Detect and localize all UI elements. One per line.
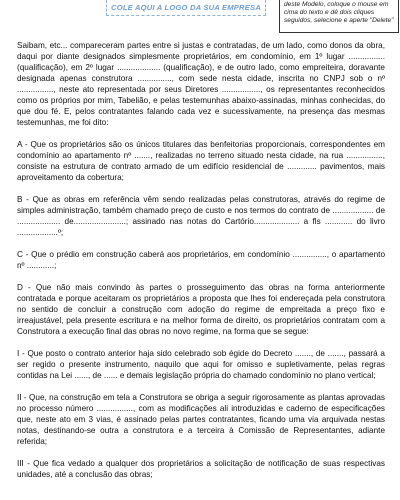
clause-a: A - Que os proprietários são os únicos titulares das benfeitorias proporcionais, correspondentes em condomínio ao apartamento nº ......., realizadas no terreno situado nesta cidade, na rua ................, consiste na estrutura de contrato armado de um edifício residencial de ............. pavimentos, mais aproveitamento da cobertura;	[17, 140, 385, 182]
clause-b: B - Que as obras em referência vêm sendo realizadas pelas construtoras, através do regime de simples administração, também chamado preço de custo e nos termos do contrato de .................. de ................... de.......................; assinado nas notas do Cartório.................... a fls ............ do livro ..................º;	[17, 195, 385, 237]
clause-iii: III - Que fica vedado a qualquer dos proprietários a solicitação de notificação de suas respectivas unidades, até a conclusão das obras;	[17, 459, 385, 479]
clause-ii: II - Que, na construção em tela a Construtora se obriga a seguir rigorosamente as plantas aprovadas no processo número ................, com as modificações ali introduzidas e caderno de especificações que, neste ato em 3 vias, é assinado pelas partes contratantes, ficando uma via arquivada nestas notas, destinando-se outra a construtora e a terceira à Comissão de Representantes, adiante referida;	[17, 393, 385, 446]
contract-body	[17, 40, 385, 491]
logo-placeholder-box[interactable]	[106, 0, 266, 16]
clause-d: D - Que não mais convindo às partes o prosseguimento das obras na forma anteriormente contratada e porque aceitaram os proprietários a proposta que lhes foi endereçada pela construtora no sentido de concluir a construção com adoção do regime de empreitada a preço fixo e irreajustável, pela presente escritura e na melhor forma de direito, os proprietários contratam com a Construtora a execução final das obras no novo regime, na forma que se segue:	[17, 283, 385, 336]
template-instruction-note	[279, 0, 399, 33]
clause-i: I - Que posto o contrato anterior haja sido celebrado sob égide do Decreto ......., de ......., passará a ser regido o presente instrumento, naquilo que aqui for omisso e supletivamente, pelas regras contidas na Lei ......, de ...... e demais legislação própria do chamado condomínio no plano vertical;	[17, 349, 385, 380]
clause-c: C - Que o prédio em construção caberá aos proprietários, em condomínio ..............., o apartamento nº ............;	[17, 250, 385, 270]
template-instruction-text: deste Modelo, coloque o mouse em cima do texto e dê dois cliques seguidos, selecione e aperte "Delete"	[284, 1, 394, 24]
intro-paragraph: Saibam, etc... compareceram partes entre si justas e contratadas, de um lado, como donos da obra, daqui por diante designados simplesmente proprietários, em condomínio, em 1º lugar ................ (qualificação), em 2º lugar ................... (qualificação), e de outro lado, como empreiteira, doravante designada apenas construtora ..............., com sede nesta cidade, inscrita no CNPJ sob o nº ................, neste ato representada por seus Diretores ................., os representantes reconhecidos como os próprios por mim, Tabelião, e pelas testemunhas abaixo-assinadas, minhas conhecidas, do que dou fé. E, pelos contratantes falando cada vez e sucessivamente, na presença das mesmas testemunhas, me foi dito:	[17, 41, 385, 127]
logo-placeholder-text: COLE AQUI A LOGO DA SUA EMPRESA	[111, 3, 261, 12]
